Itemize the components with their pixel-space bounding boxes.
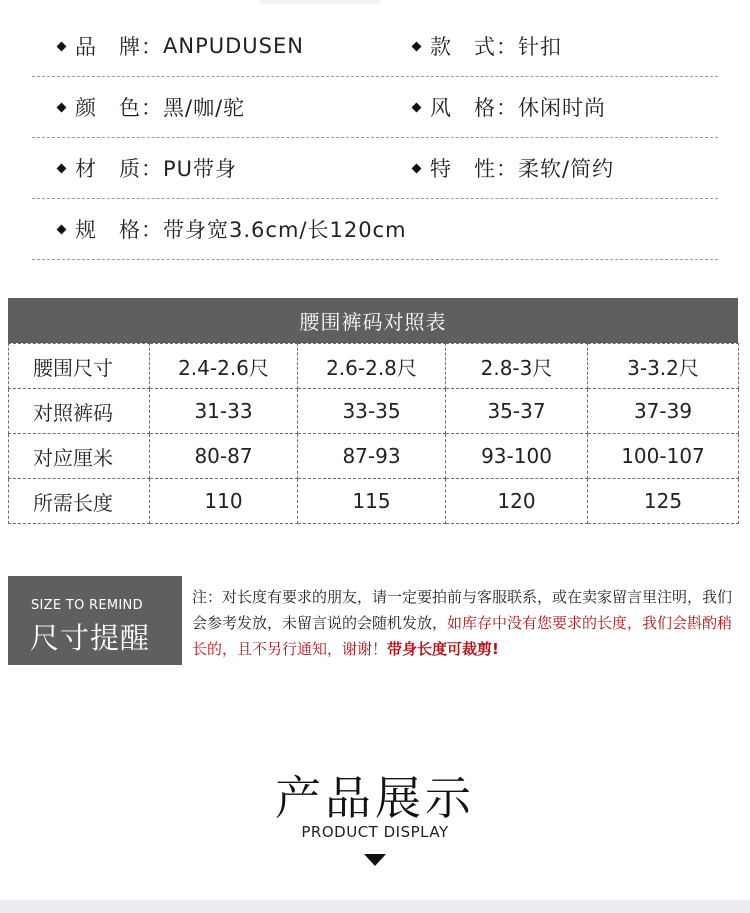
table-cell: 100-107 bbox=[588, 434, 739, 479]
size-chart-title: 腰围裤码对照表 bbox=[8, 298, 738, 343]
spec-size bbox=[32, 199, 407, 259]
bottom-strip bbox=[0, 900, 750, 913]
size-chart-table bbox=[8, 343, 739, 524]
spec-value: 针扣 bbox=[518, 35, 562, 59]
table-cell: 110 bbox=[150, 479, 298, 524]
table-row bbox=[9, 344, 739, 389]
diamond-bullet-icon bbox=[412, 102, 422, 112]
spec-fashion bbox=[387, 77, 606, 137]
table-cell: 87-93 bbox=[298, 434, 446, 479]
diamond-bullet-icon bbox=[57, 41, 67, 51]
spec-row bbox=[32, 138, 718, 199]
table-cell: 33-35 bbox=[298, 389, 446, 434]
table-cell: 37-39 bbox=[588, 389, 739, 434]
table-cell: 35-37 bbox=[446, 389, 588, 434]
spec-list bbox=[32, 16, 718, 260]
top-divider bbox=[260, 0, 380, 4]
table-cell: 120 bbox=[446, 479, 588, 524]
table-row bbox=[9, 479, 739, 524]
spec-value: 休闲时尚 bbox=[518, 96, 606, 120]
table-row bbox=[9, 434, 739, 479]
diamond-bullet-icon bbox=[412, 41, 422, 51]
remind-title-cn: 尺寸提醒 bbox=[30, 621, 151, 655]
diamond-bullet-icon bbox=[57, 163, 67, 173]
table-cell: 115 bbox=[298, 479, 446, 524]
remind-note-emphasis: 带身长度可裁剪! bbox=[387, 640, 499, 658]
remind-title-en: SIZE TO REMIND bbox=[31, 598, 143, 613]
remind-note bbox=[192, 584, 744, 662]
spec-value: 黑/咖/驼 bbox=[163, 96, 246, 120]
table-cell: 125 bbox=[588, 479, 739, 524]
row-header: 对照裤码 bbox=[9, 389, 150, 434]
section-title: 产品展示 bbox=[275, 771, 475, 825]
spec-label: 材 质： bbox=[75, 157, 163, 181]
section-subtitle: PRODUCT DISPLAY bbox=[301, 823, 449, 841]
spec-label: 风 格： bbox=[430, 96, 518, 120]
spec-color bbox=[32, 77, 245, 137]
spec-value: ANPUDUSEN bbox=[163, 34, 304, 58]
spec-row bbox=[32, 199, 718, 260]
spec-label: 规 格： bbox=[75, 218, 163, 242]
spec-feature bbox=[387, 138, 614, 198]
table-cell: 80-87 bbox=[150, 434, 298, 479]
spec-style bbox=[387, 16, 562, 76]
size-remind-badge bbox=[8, 576, 182, 665]
spec-label: 品 牌： bbox=[75, 35, 163, 59]
spec-material bbox=[32, 138, 237, 198]
spec-value: 柔软/简约 bbox=[518, 157, 615, 181]
diamond-bullet-icon bbox=[412, 163, 422, 173]
size-chart bbox=[8, 298, 738, 524]
table-cell: 93-100 bbox=[446, 434, 588, 479]
spec-value: PU带身 bbox=[163, 157, 238, 181]
table-cell: 2.6-2.8尺 bbox=[298, 344, 446, 389]
row-header: 所需长度 bbox=[9, 479, 150, 524]
remind-note-warning: 如库存中没有您要求的长度，我们会斟酌稍长的，且不另行通知，谢谢！ bbox=[192, 614, 733, 658]
remind-note-text: 注：对长度有要求的朋友，请一定要拍前与客服联系，或在卖家留言里注明，我们会参考发放，未留言说的会随机发放， bbox=[192, 588, 733, 632]
spec-brand bbox=[32, 16, 304, 76]
row-header: 对应厘米 bbox=[9, 434, 150, 479]
spec-value: 带身宽3.6cm/长120cm bbox=[163, 218, 407, 242]
table-cell: 2.4-2.6尺 bbox=[150, 344, 298, 389]
spec-row bbox=[32, 77, 718, 138]
spec-row bbox=[32, 16, 718, 77]
row-header: 腰围尺寸 bbox=[9, 344, 150, 389]
table-cell: 2.8-3尺 bbox=[446, 344, 588, 389]
spec-label: 款 式： bbox=[430, 35, 518, 59]
diamond-bullet-icon bbox=[57, 102, 67, 112]
table-row bbox=[9, 389, 739, 434]
table-cell: 3-3.2尺 bbox=[588, 344, 739, 389]
down-arrow-icon bbox=[364, 854, 386, 866]
spec-label: 颜 色： bbox=[75, 96, 163, 120]
table-cell: 31-33 bbox=[150, 389, 298, 434]
diamond-bullet-icon bbox=[57, 224, 67, 234]
spec-label: 特 性： bbox=[430, 157, 518, 181]
